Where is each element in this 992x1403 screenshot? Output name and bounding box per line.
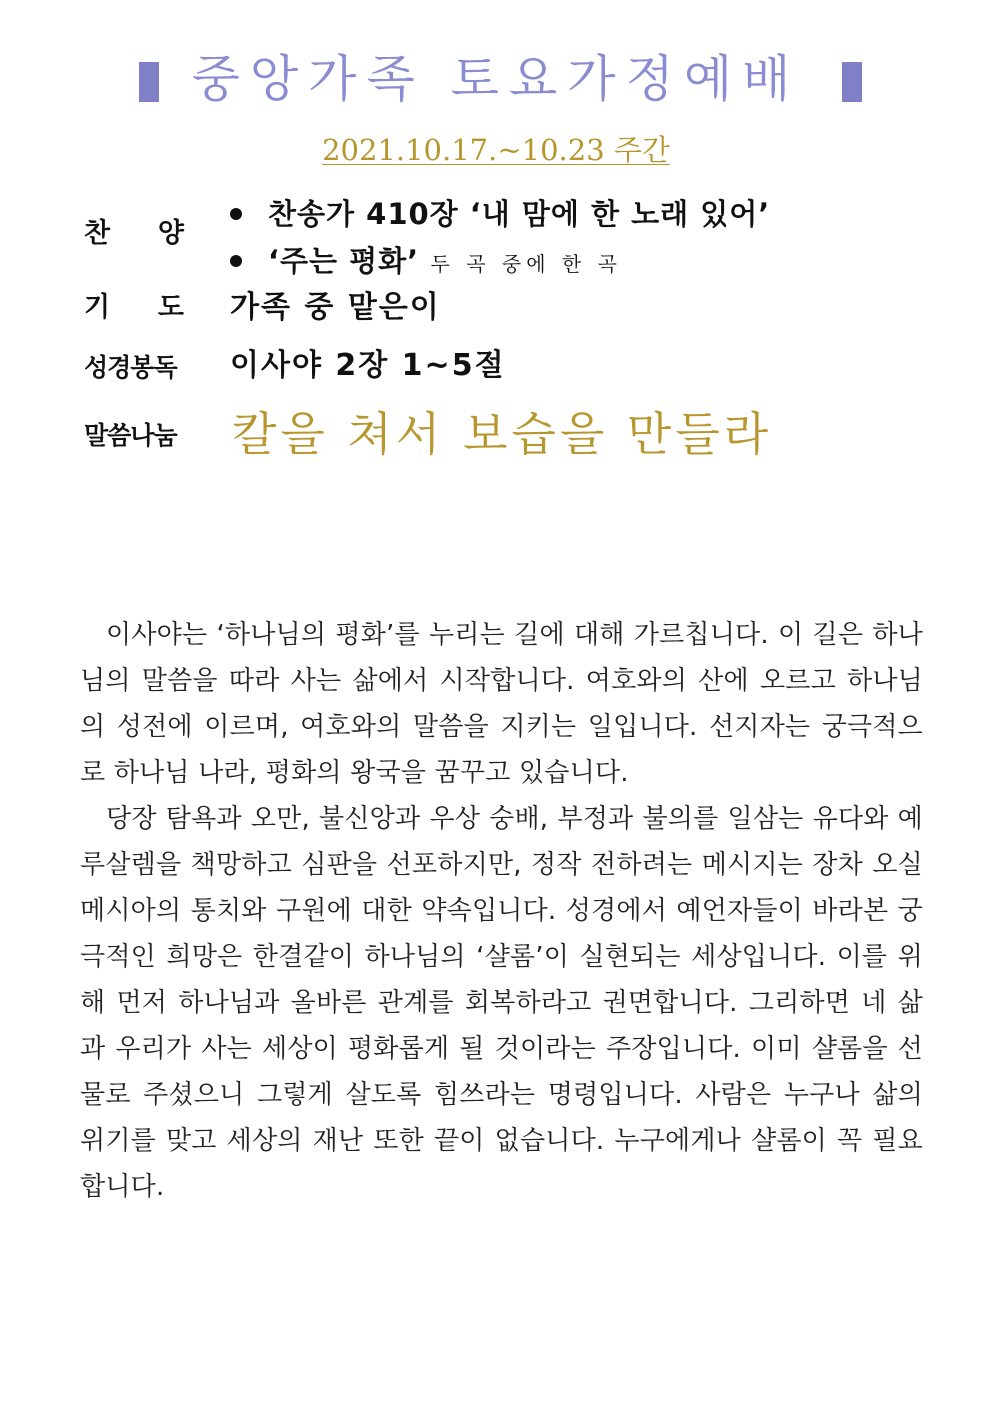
reading-label: 성경봉독 [84, 353, 177, 382]
reading-value: 이사야 2장 1~5절 [230, 348, 506, 383]
title-bar-right [842, 62, 862, 102]
sermon-body [80, 612, 923, 1210]
hymn-item: 찬송가 410장 ‘내 맘에 한 노래 있어’ [228, 192, 770, 239]
hymn-label: 찬 양 [84, 218, 184, 249]
week-date: 2021.10.17.~10.23 주간 [322, 133, 670, 167]
page-title: 중앙가족 토요가정예배 [191, 50, 801, 108]
hymn-item: ‘주는 평화’ 두 곡 중에 한 곡 [228, 239, 770, 286]
hymn-list [228, 192, 770, 286]
prayer-value: 가족 중 맡은이 [230, 290, 441, 325]
body-paragraph: 이사야는 ‘하나님의 평화’를 누리는 길에 대해 가르칩니다. 이 길은 하나님의 말씀을 따라 사는 삶에서 시작합니다. 여호와의 산에 오르고 하나님의 성전에 이르며, 여호와의 말씀을 지키는 일입니다. 선지자는 궁극적으로 하나님 나라, 평화의 왕국을 꿈꾸고 있습니다. [80, 620, 923, 788]
sermon-label: 말씀나눔 [84, 421, 177, 450]
body-paragraph: 당장 탐욕과 오만, 불신앙과 우상 숭배, 부정과 불의를 일삼는 유다와 예루살렘을 책망하고 심판을 선포하지만, 정작 전하려는 메시지는 장차 오실 메시아의 통치와 구원에 대한 약속입니다. 성경에서 예언자들이 바라본 궁극적인 희망은 한결같이 하나님의 ‘샬롬’이 실현되는 세상입니다. 이를 위해 먼저 하나님과 올바른 관계를 회복하라고 권면합니다. 그리하면 네 삶과 우리가 사는 세상이 평화롭게 될 것이라는 주장입니다. 이미 샬롬을 선물로 주셨으니 그렇게 살도록 힘쓰라는 명령입니다. 사람은 누구나 삶의 위기를 맞고 세상의 재난 또한 끝이 없습니다. 누구에게나 샬롬이 꼭 필요합니다. [80, 804, 923, 1202]
sermon-title: 칼을 쳐서 보습을 만들라 [232, 407, 773, 461]
prayer-label: 기 도 [84, 292, 184, 323]
